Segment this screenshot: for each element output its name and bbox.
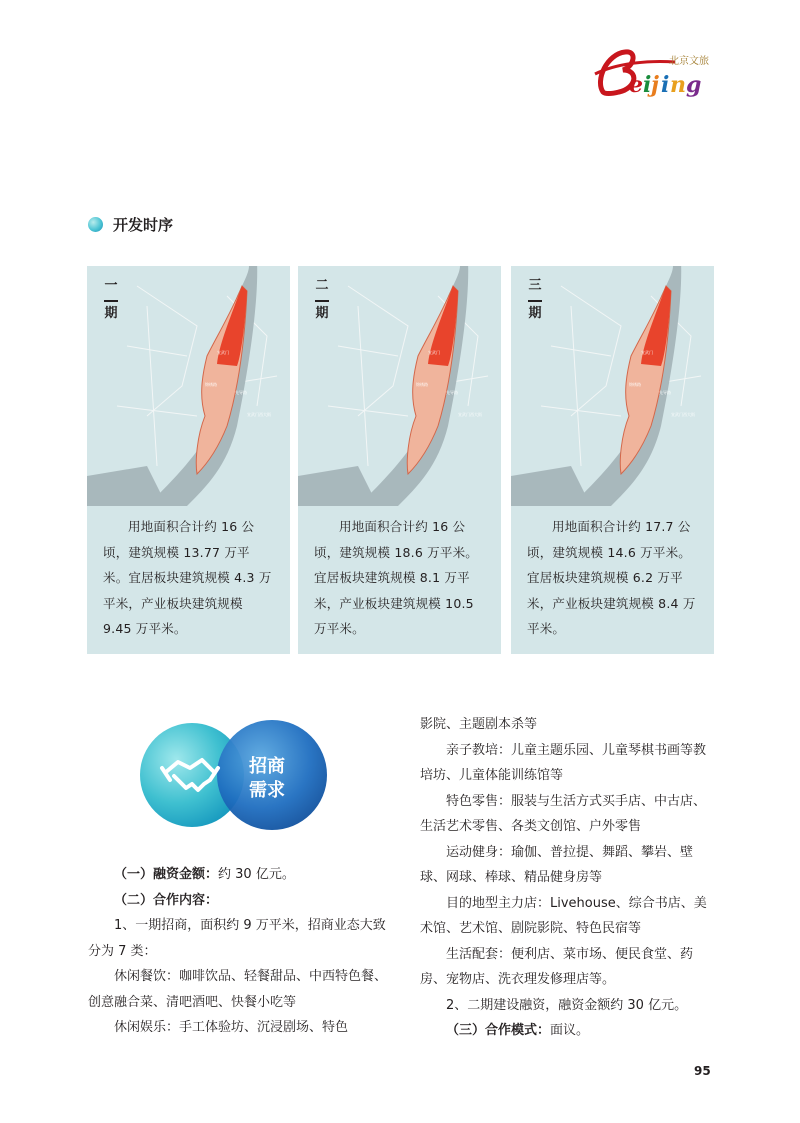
phase-label-2: 二 期: [315, 278, 329, 321]
para-1: 1、一期招商，面积约 9 万平米，招商业态大致分为 7 类：: [88, 918, 386, 959]
para-2: 休闲餐饮：咖啡饮品、轻餐甜品、中西特色餐、创意融合菜、清吧酒吧、快餐小吃等: [88, 969, 388, 1010]
para-living: 生活配套：便利店、菜市场、便民食堂、药房、宠物店、洗衣理发修理店等。: [420, 946, 694, 987]
section-title: 开发时序: [113, 215, 174, 234]
badge-title: 招商 需求: [249, 756, 285, 801]
svg-text:n: n: [670, 72, 686, 98]
phase-label-1: 一 期: [104, 278, 118, 321]
investment-badge: [140, 720, 330, 840]
para-sports: 运动健身：瑜伽、普拉提、舞蹈、攀岩、壁球、网球、棒球、精品健身房等: [420, 844, 694, 885]
phase-1-text: 用地面积合计约 16 公顷，建筑规模 13.77 万平米。宜居板块建筑规模 4.3 万平米，产业板块建筑规模 9.45 万平米。: [103, 519, 272, 636]
mode-value: 面议。: [550, 1023, 590, 1038]
financing-value: 约 30 亿元。: [218, 867, 295, 882]
svg-text:先导路: 先导路: [235, 390, 247, 395]
coop-label: （二）合作内容：: [114, 892, 219, 908]
left-column: [88, 862, 388, 1041]
para-kids: 亲子教培：儿童主题乐园、儿童琴棋书画等教培坊、儿童体能训练馆等: [420, 742, 707, 783]
mode-label: （三）合作模式：: [446, 1023, 551, 1038]
svg-text:宣武门: 宣武门: [641, 350, 653, 355]
para-3: 休闲娱乐：手工体验坊、沉浸剧场、特色: [114, 1020, 349, 1035]
beijing-logo: [585, 40, 725, 110]
phase-card-3: [511, 266, 714, 654]
svg-text:g: g: [686, 72, 702, 98]
para-phase2: 2、二期建设融资，融资金额约 30 亿元。: [446, 997, 688, 1013]
svg-text:宣武门西大街: 宣武门西大街: [671, 412, 695, 417]
phase-card-2: [298, 266, 501, 654]
svg-text:宣武门: 宣武门: [217, 350, 229, 355]
svg-text:锦绣路: 锦绣路: [629, 382, 641, 387]
right-column: [420, 712, 718, 1044]
para-anchor: 目的地型主力店：Livehouse、综合书店、美术馆、艺术馆、剧院影院、特色民宿等: [420, 895, 707, 936]
phase-card-1: [87, 266, 290, 654]
financing-label: （一）融资金额：: [114, 867, 219, 882]
svg-text:j: j: [651, 72, 659, 98]
svg-text:宣武门: 宣武门: [428, 350, 440, 355]
svg-text:先导路: 先导路: [659, 390, 671, 395]
svg-text:i: i: [661, 72, 670, 98]
svg-text:北京文旅: 北京文旅: [669, 56, 709, 67]
svg-text:i: i: [643, 72, 652, 98]
svg-text:锦绣路: 锦绣路: [416, 382, 428, 387]
svg-text:先导路: 先导路: [446, 390, 458, 395]
phase-label-3: 三 期: [528, 278, 542, 321]
para-retail: 特色零售：服装与生活方式买手店、中古店、生活艺术零售、各类文创馆、户外零售: [420, 793, 707, 834]
svg-text:锦绣路: 锦绣路: [205, 382, 217, 387]
svg-text:e: e: [629, 72, 643, 98]
phase-2-text: 用地面积合计约 16 公顷，建筑规模 18.6 万平米。宜居板块建筑规模 8.1 万平米，产业板块建筑规模 10.5 万平米。: [314, 519, 478, 636]
page-number: 95: [694, 1064, 711, 1078]
svg-text:宣武门西大街: 宣武门西大街: [458, 412, 482, 417]
svg-text:宣武门西大街: 宣武门西大街: [247, 412, 271, 417]
bullet-dot-icon: [88, 217, 103, 232]
section-heading: [88, 212, 173, 236]
phase-3-text: 用地面积合计约 17.7 公顷，建筑规模 14.6 万平米。宜居板块建筑规模 6.2 万平米，产业板块建筑规模 8.4 万平米。: [527, 519, 696, 636]
continued-text: 影院、主题剧本杀等: [420, 717, 538, 732]
